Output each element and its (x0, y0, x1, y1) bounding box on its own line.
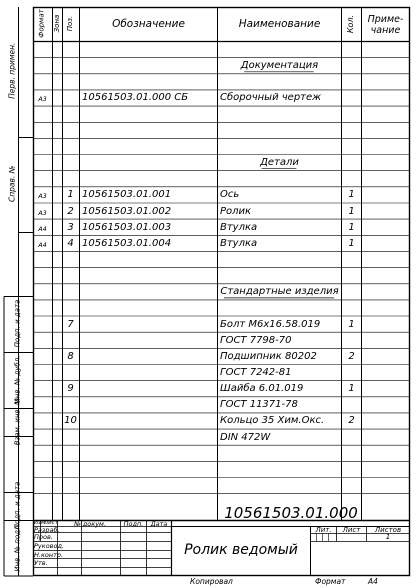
tb-col-doc: № докум. (73, 520, 107, 528)
format-value: A4 (368, 577, 378, 586)
header-format: Формат (37, 9, 46, 38)
stamp-ref-no: Справ. № (7, 165, 17, 202)
cell-qty: 1 (348, 318, 355, 330)
doc-number: 10561503.01.000 (224, 504, 358, 522)
role-developer: Разраб. (34, 526, 60, 534)
tb-col-sign: Подп. (123, 520, 144, 528)
cell-format: A3 (38, 192, 47, 201)
tb-col-izm: Изм. (34, 520, 47, 526)
cell-name: Шайба 6.01.019 (220, 383, 304, 395)
cell-name: Сборочный чертеж (220, 92, 322, 104)
sheet-label: Лист (342, 526, 361, 534)
stamp-dup-inv: Инв. № дубл. (13, 355, 22, 404)
cell-name: Ролик (220, 205, 252, 217)
stamp-sig-date-1: Подп. и дата (13, 299, 22, 348)
tb-col-date: Дата (150, 520, 168, 528)
header-pos: Поз. (66, 15, 74, 32)
stamp-inv-swap: Взам. инв. № (13, 397, 22, 446)
cell-name: Болт М6х16.58.019 (220, 318, 321, 330)
section-heading: Документация (240, 60, 319, 72)
header-note-1: Приме- (367, 14, 404, 25)
cell-format: A3 (38, 95, 47, 104)
cell-position: 1 (67, 189, 74, 201)
cell-format: A4 (38, 224, 47, 233)
role-lead: Руковод. (34, 542, 65, 550)
product-title: Ролик ведомый (184, 542, 298, 558)
cell-name: ГОСТ 11371-78 (220, 399, 298, 411)
cell-name: ГОСТ 7798-70 (220, 334, 292, 346)
header-note-2: чание (370, 25, 401, 36)
role-approver: Утв. (34, 559, 48, 567)
stamp-inv-orig: Инв. № подл. (13, 523, 22, 572)
cell-name: Втулка (220, 237, 258, 249)
cell-position: 9 (67, 383, 74, 395)
header-designation: Обозначение (112, 18, 185, 30)
cell-designation: 10561503.01.001 (82, 189, 172, 201)
cell-designation: 10561503.01.003 (82, 221, 172, 233)
role-checker: Пров. (34, 533, 53, 541)
cell-format: A4 (38, 240, 47, 249)
cell-name: Кольцо 35 Хим.Окс. (220, 415, 325, 427)
section-heading: Стандартные изделия (220, 286, 339, 298)
cell-position: 2 (67, 205, 74, 217)
tb-col-list: Лист (44, 520, 58, 526)
lit-label: Лит. (315, 526, 332, 534)
cell-name: DIN 472W (220, 431, 271, 443)
stamp-sig-date-2: Подп. и дата (13, 481, 22, 530)
role-norm-control: Н.контр. (34, 551, 64, 559)
format-label: Формат (315, 577, 346, 586)
cell-designation: 10561503.01.000 СБ (82, 92, 189, 104)
cell-qty: 1 (348, 205, 355, 217)
section-heading: Детали (260, 157, 299, 169)
cell-position: 7 (67, 318, 74, 330)
sheets-label: Листов (374, 526, 402, 534)
cell-position: 3 (67, 221, 74, 233)
cell-position: 4 (67, 237, 74, 249)
cell-qty: 2 (348, 415, 355, 427)
cell-name: Ось (220, 189, 240, 201)
cell-qty: 1 (348, 189, 355, 201)
cell-qty: 1 (348, 237, 355, 249)
cell-qty: 1 (348, 221, 355, 233)
cell-name: Подшипник 80202 (220, 350, 317, 362)
stamp-first-use: Перв. примен. (7, 42, 17, 99)
cell-position: 8 (67, 350, 74, 362)
header-qty: Кол. (346, 14, 355, 34)
header-zone: Зона (53, 14, 61, 33)
cell-designation: 10561503.01.002 (82, 205, 172, 217)
sheets-value: 1 (385, 533, 391, 541)
cell-name: Втулка (220, 221, 258, 233)
cell-position: 10 (64, 415, 77, 427)
header-name: Наименование (238, 18, 321, 30)
cell-designation: 10561503.01.004 (82, 237, 172, 249)
cell-name: ГОСТ 7242-81 (220, 367, 292, 378)
cell-format: A3 (38, 208, 47, 217)
cell-qty: 1 (348, 383, 355, 395)
cell-qty: 2 (348, 350, 355, 362)
copied-label: Копировал (190, 577, 233, 586)
